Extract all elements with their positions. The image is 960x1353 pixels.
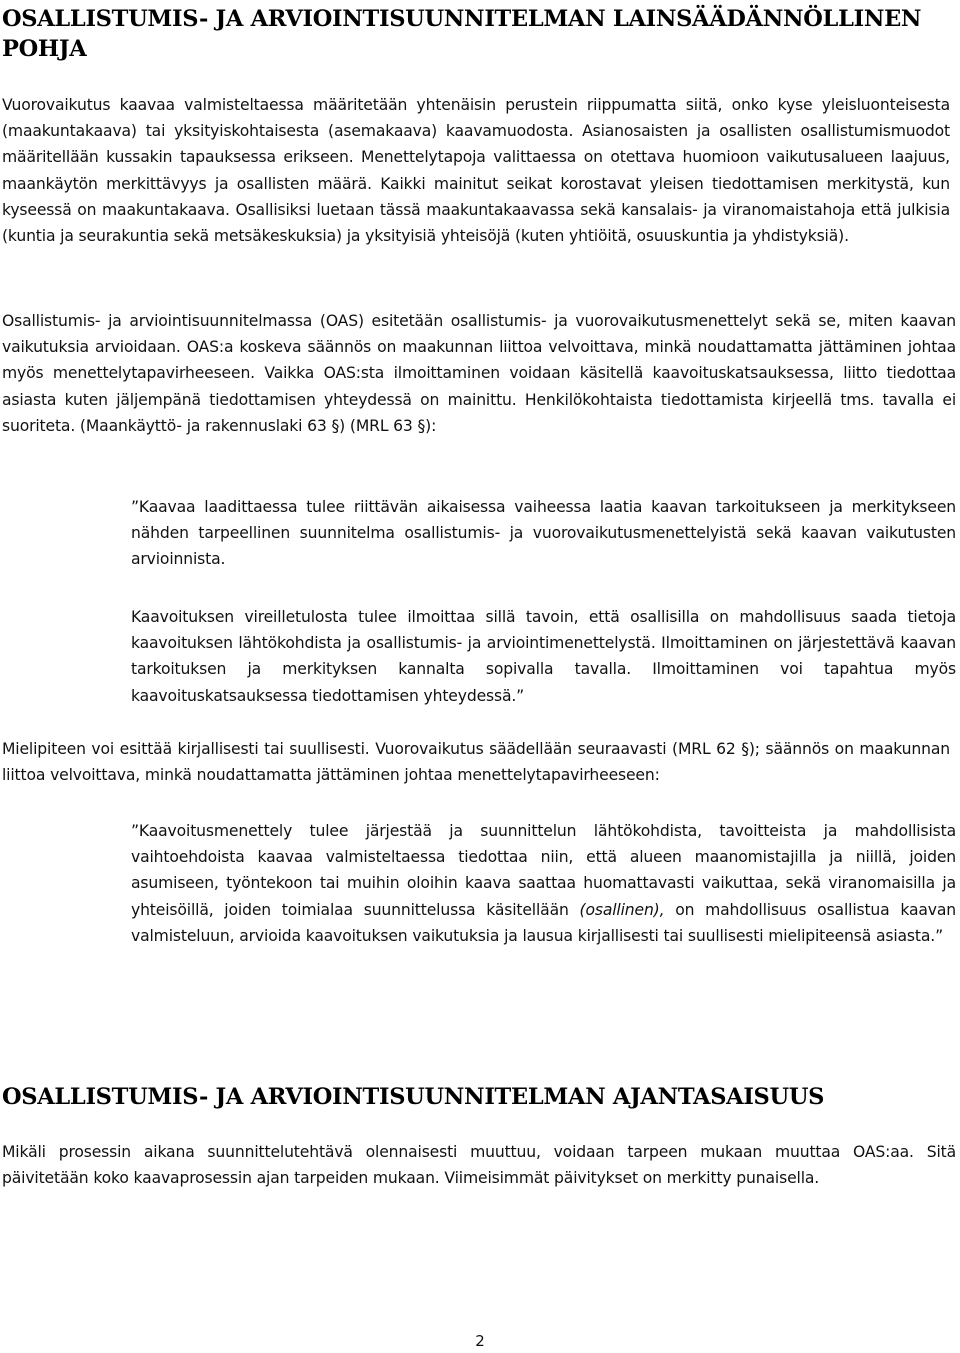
quote-mrl62-text-end: on mahdollisuus osallistua kaavan valmisteluun, arvioida kaavoituksen vaikutuksia ja lausua kirjallisesti tai suullisesti mielipiteensä asiasta.”	[131, 900, 956, 945]
quote-mrl62-text-start: ”Kaavoitusmenettely tulee järjestää ja suunnittelun lähtökohdista, tavoitteista ja mahdollisista vaihtoehdoista kaavaa valmisteltaessa tiedottaa niin, että alueen maanomistajilla ja niillä, joiden asumiseen, työntekoon tai muihin oloihin kaava saattaa huomattavasti vaikuttaa, sekä viranomaisilla ja yhteisöillä, joiden toimialaa suunnittelussa käsitellään	[131, 822, 956, 919]
quote-mrl63-first: ”Kaavaa laadittaessa tulee riittävän aikaisessa vaiheessa laatia kaavan tarkoitukseen ja merkitykseen nähden tarpeellinen suunnitelma osallistumis- ja vuorovaikutusmenettelyistä sekä kaavan vaikutusten arvioinnista.	[131, 498, 956, 569]
paragraph-interaction: Vuorovaikutus kaavaa valmisteltaessa määritetään yhtenäisin perustein riippumatta siitä, onko kyse yleisluonteisesta (maakuntakaava) tai yksityiskohtaisesta (asemakaava) kaavamuodosta. Asianosaisten ja osallisten osallistumismuodot määritellään kussakin tapauksessa erikseen. Menettelytapoja valittaessa on otettava huomioon vaikutusalueen laajuus, maankäytön merkittävyys ja osallisten määrä. Kaikki mainitut seikat korostavat yleisen tiedottamisen merkitystä, kun kyseessä on maakuntakaava. Osallisiksi luetaan tässä maakuntakaavassa sekä kansalais- ja viranomaistahoja että julkisia (kuntia ja seurakuntia sekä metsäkeskuksia) ja yksityisiä yhteisöjä (kuten yhtiöitä, osuuskuntia ja yhdistyksiä).	[2, 96, 950, 246]
section-heading-up-to-date: OSALLISTUMIS- JA ARVIOINTISUUNNITELMAN AJANTASAISUUS	[2, 1084, 825, 1110]
page-number: 2	[475, 1332, 485, 1350]
quote-mrl63-second: Kaavoituksen vireilletulosta tulee ilmoittaa sillä tavoin, että osallisilla on mahdollisuus saada tietoja kaavoituksen lähtökohdista ja osallistumis- ja arviointimenettelystä. Ilmoittaminen on järjestettävä kaavan tarkoituksen ja merkityksen kannalta sopivalla tavalla. Ilmoittaminen voi tapahtua myös kaavoituskatsauksessa tiedottamisen yhteydessä.”	[131, 608, 956, 705]
paragraph-oas: Osallistumis- ja arviointisuunnitelmassa (OAS) esitetään osallistumis- ja vuorovaikutusmenettelyt sekä se, miten kaavan vaikutuksia arvioidaan. OAS:a koskeva säännös on maakunnan liittoa velvoittava, minkä noudattamatta jättäminen johtaa myös menettelytapavirheeseen. Vaikka OAS:sta ilmoittaminen voidaan käsitellä kaavoituskatsauksessa, liitto tiedottaa asiasta kuten jäljempänä tiedottamisen yhteydessä on mainittu. Henkilökohtaista tiedottamista kirjeellä tms. tavalla ei suoriteta. (Maankäyttö- ja rakennuslaki 63 §) (MRL 63 §):	[2, 312, 956, 435]
paragraph-opinion: Mielipiteen voi esittää kirjallisesti tai suullisesti. Vuorovaikutus säädellään seuraavasti (MRL 62 §); säännös on maakunnan liittoa velvoittava, minkä noudattamatta jättäminen johtaa menettelytapavirheeseen:	[2, 740, 950, 785]
section-heading-legal-basis: OSALLISTUMIS- JA ARVIOINTISUUNNITELMAN LAINSÄÄDÄNNÖLLINEN POHJA	[2, 6, 922, 62]
quote-mrl62-italic: (osallinen),	[579, 900, 665, 919]
quote-mrl62	[131, 818, 956, 949]
paragraph-updates: Mikäli prosessin aikana suunnittelutehtävä olennaisesti muuttuu, voidaan tarpeen mukaan muuttaa OAS:aa. Sitä päivitetään koko kaavaprosessin ajan tarpeiden mukaan. Viimeisimmät päivitykset on merkitty punaisella.	[2, 1143, 956, 1188]
